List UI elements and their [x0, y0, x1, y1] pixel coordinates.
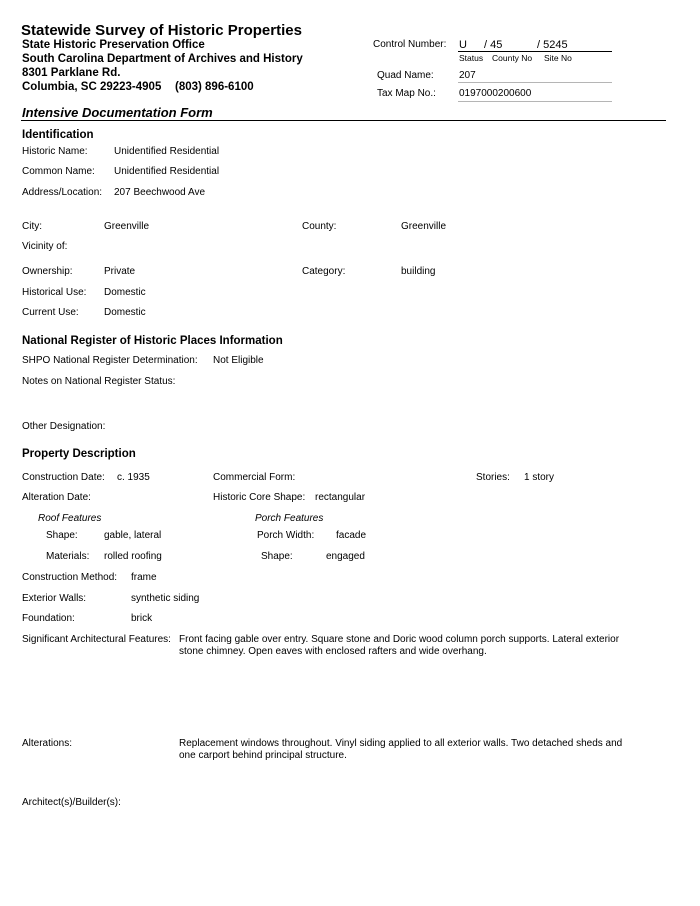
construction-date-value: c. 1935	[117, 472, 150, 483]
identification-heading: Identification	[22, 129, 94, 141]
county-no-caption: County No	[492, 53, 533, 63]
national-register-heading: National Register of Historic Places Information	[22, 335, 283, 347]
quad-name-underline	[458, 82, 612, 83]
porch-features-heading: Porch Features	[255, 513, 324, 524]
stories-label: Stories:	[476, 472, 510, 483]
tax-map-value: 0197000200600	[459, 88, 532, 99]
roof-shape-value: gable, lateral	[104, 530, 162, 541]
nr-determination-value: Not Eligible	[213, 355, 264, 366]
status-caption: Status	[459, 53, 484, 63]
property-description-heading: Property Description	[22, 448, 136, 460]
alterations-label: Alterations:	[22, 738, 73, 749]
construction-method-label: Construction Method:	[22, 572, 118, 583]
city-value: Greenville	[104, 221, 150, 232]
current-use-label: Current Use:	[22, 307, 79, 318]
current-use-value: Domestic	[104, 307, 146, 318]
survey-title: Statewide Survey of Historic Properties	[21, 22, 302, 39]
control-number-label: Control Number:	[373, 39, 447, 50]
org-line-1: State Historic Preservation Office	[22, 39, 205, 51]
architects-label: Architect(s)/Builder(s):	[22, 797, 121, 808]
category-label: Category:	[302, 266, 346, 277]
ownership-value: Private	[104, 266, 136, 277]
org-line-2: South Carolina Department of Archives and History	[22, 53, 303, 65]
org-line-3: 8301 Parklane Rd.	[22, 67, 121, 79]
common-name-label: Common Name:	[22, 166, 95, 177]
common-name-value: Unidentified Residential	[114, 166, 220, 177]
address-label: Address/Location:	[22, 187, 103, 198]
quad-name-value: 207	[459, 70, 476, 81]
commercial-form-label: Commercial Form:	[213, 472, 296, 483]
city-label: City:	[22, 221, 42, 232]
control-county-value: / 45	[484, 39, 503, 51]
exterior-walls-value: synthetic siding	[131, 593, 200, 604]
address-value: 207 Beechwood Ave	[114, 187, 206, 198]
historical-use-value: Domestic	[104, 287, 146, 298]
category-value: building	[401, 266, 436, 277]
tax-map-underline	[458, 101, 612, 102]
ownership-label: Ownership:	[22, 266, 73, 277]
exterior-walls-label: Exterior Walls:	[22, 593, 87, 604]
alterations-value: Replacement windows throughout. Vinyl siding applied to all exterior walls. Two detached sheds and one carport behind principal structure.	[179, 738, 623, 761]
site-no-caption: Site No	[544, 53, 572, 63]
tax-map-label: Tax Map No.:	[377, 88, 436, 99]
form-title: Intensive Documentation Form	[22, 105, 213, 120]
roof-materials-label: Materials:	[46, 551, 90, 562]
quad-name-label: Quad Name:	[377, 70, 434, 81]
construction-method-value: frame	[131, 572, 157, 583]
roof-features-heading: Roof Features	[38, 513, 102, 524]
county-label: County:	[302, 221, 337, 232]
control-number-underline	[458, 51, 612, 52]
porch-shape-label: Shape:	[261, 551, 293, 562]
vicinity-label: Vicinity of:	[22, 241, 68, 252]
form-title-rule	[21, 120, 666, 121]
construction-date-label: Construction Date:	[22, 472, 105, 483]
control-site-value: / 5245	[537, 39, 568, 51]
porch-width-label: Porch Width:	[257, 530, 315, 541]
roof-shape-label: Shape:	[46, 530, 78, 541]
historic-name-label: Historic Name:	[22, 146, 88, 157]
roof-materials-value: rolled roofing	[104, 551, 162, 562]
nr-notes-label: Notes on National Register Status:	[22, 376, 176, 387]
historic-name-value: Unidentified Residential	[114, 146, 220, 157]
foundation-value: brick	[131, 613, 153, 624]
porch-width-value: facade	[336, 530, 367, 541]
historic-core-shape-value: rectangular	[315, 492, 366, 503]
porch-shape-value: engaged	[326, 551, 365, 562]
historic-core-shape-label: Historic Core Shape:	[213, 492, 306, 503]
stories-value: 1 story	[524, 472, 555, 483]
other-designation-label: Other Designation:	[22, 421, 106, 432]
nr-determination-label: SHPO National Register Determination:	[22, 355, 198, 366]
county-value: Greenville	[401, 221, 447, 232]
control-status-value: U	[459, 39, 467, 51]
org-phone: (803) 896-6100	[175, 81, 254, 93]
significant-features-label: Significant Architectural Features:	[22, 634, 171, 645]
historical-use-label: Historical Use:	[22, 287, 87, 298]
alteration-date-label: Alteration Date:	[22, 492, 91, 503]
foundation-label: Foundation:	[22, 613, 75, 624]
org-line-4: Columbia, SC 29223-4905	[22, 81, 162, 93]
significant-features-value: Front facing gable over entry. Square stone and Doric wood column porch supports. Lateral exterior stone chimney. Open eaves with enclosed rafters and wide overhang.	[179, 634, 620, 657]
